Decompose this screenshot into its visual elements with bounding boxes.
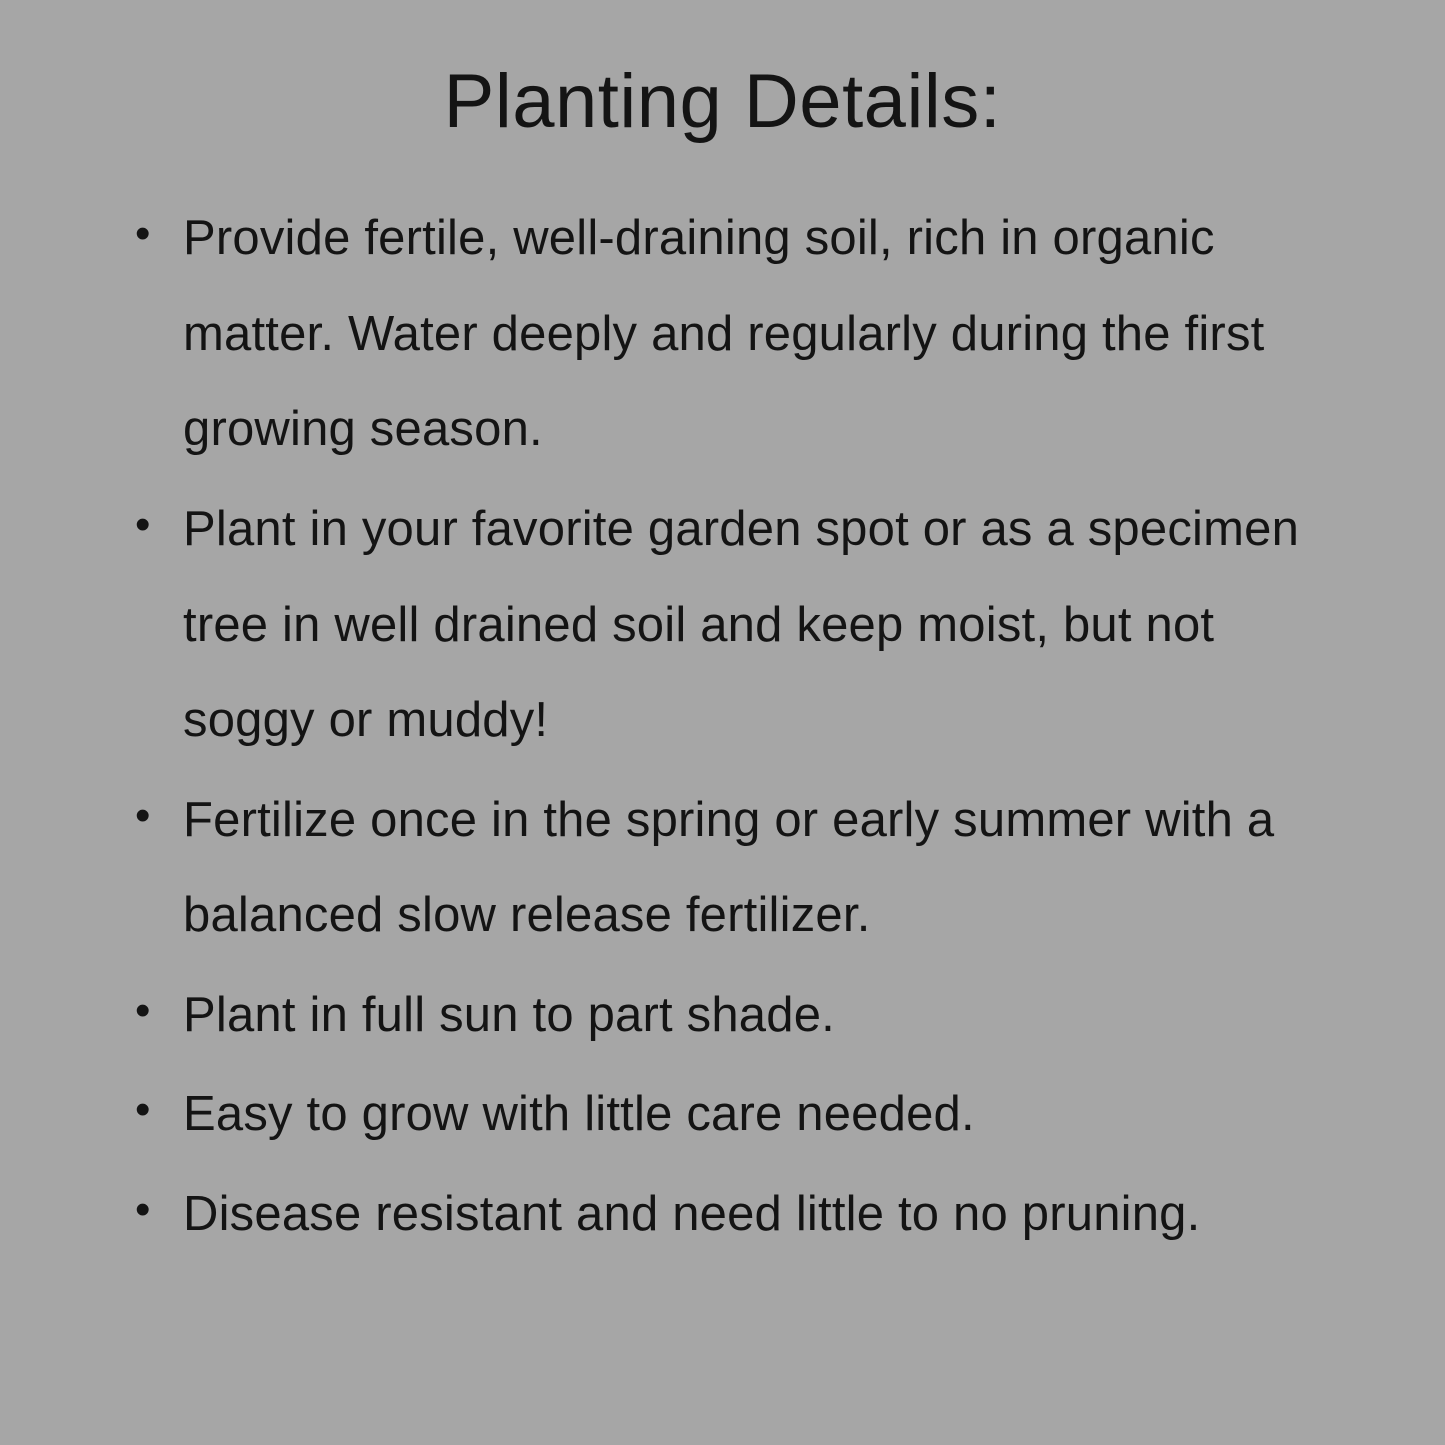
- list-item: • Easy to grow with little care needed.: [135, 1067, 1345, 1163]
- page-title: Planting Details:: [443, 59, 1002, 144]
- list-item: • Provide fertile, well-draining soil, rich in organic matter. Water deeply and regularly during the first growing season.: [135, 191, 1345, 478]
- list-item: • Fertilize once in the spring or early summer with a balanced slow release fertilizer.: [135, 773, 1345, 964]
- planting-details-list: [70, 191, 1375, 1266]
- list-item: • Plant in your favorite garden spot or as a specimen tree in well drained soil and keep moist, but not soggy or muddy!: [135, 482, 1345, 769]
- list-item: • Plant in full sun to part shade.: [135, 968, 1345, 1064]
- list-item: • Disease resistant and need little to no pruning.: [135, 1167, 1345, 1263]
